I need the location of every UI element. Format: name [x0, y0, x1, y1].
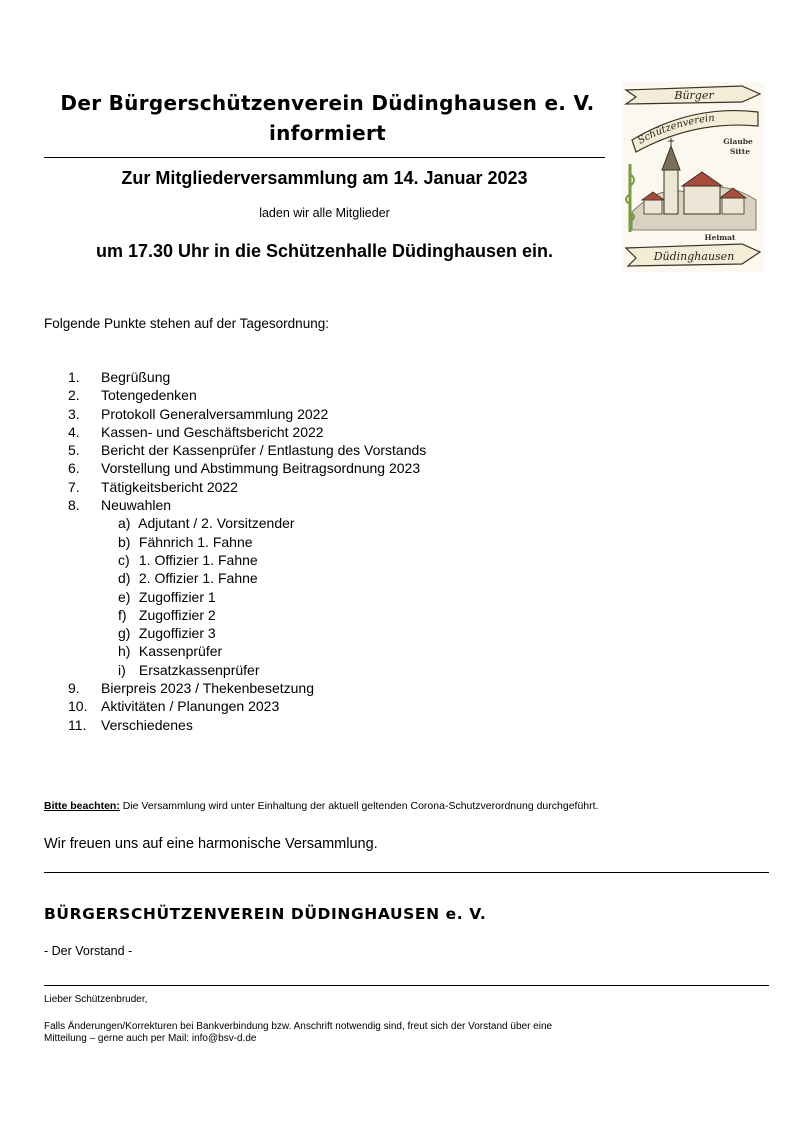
footer-line-1: Falls Änderungen/Korrekturen bei Bankverbindung bzw. Anschrift notwendig sind, freut sich der Vorstand über eine	[44, 1021, 553, 1032]
sublist-text: 1. Offizier 1. Fahne	[138, 551, 258, 568]
header-divider	[44, 157, 605, 158]
sublist-letter: d)	[118, 570, 131, 587]
sublist-letter: b)	[118, 533, 131, 550]
club-logo	[622, 82, 764, 272]
agenda-number: 2.	[68, 387, 80, 404]
logo-banner-top: Bürger	[674, 89, 714, 102]
agenda-text: Bericht der Kassenprüfer / Entlastung des Vorstands	[101, 442, 427, 459]
agenda-item	[68, 459, 426, 477]
footer-text	[44, 1021, 774, 1045]
agenda-text: Tätigkeitsbericht 2022	[101, 478, 238, 495]
election-sublist	[68, 514, 426, 679]
agenda-number: 1.	[68, 369, 80, 385]
sublist-letter: i)	[118, 661, 126, 678]
sublist-item	[118, 661, 426, 679]
agenda-number: 5.	[68, 442, 80, 459]
agenda-text: Bierpreis 2023 / Thekenbesetzung	[101, 680, 314, 697]
agenda-item	[68, 478, 426, 496]
agenda-number: 9.	[68, 680, 80, 697]
sublist-text: Ersatzkassenprüfer	[138, 661, 260, 678]
invite-line: laden wir alle Mitglieder	[259, 206, 390, 220]
agenda-number: 10.	[68, 698, 88, 715]
logo-banner-bottom: Düdinghausen	[653, 250, 735, 263]
agenda-item	[68, 716, 426, 734]
sublist-text: Fähnrich 1. Fahne	[138, 533, 253, 550]
sublist-item	[118, 624, 426, 642]
footer-greeting: Lieber Schützenbruder,	[44, 994, 148, 1005]
page-title	[40, 88, 615, 148]
agenda-item	[68, 441, 426, 459]
organization-name: BÜRGERSCHÜTZENVEREIN DÜDINGHAUSEN e. V.	[44, 905, 487, 923]
agenda-list	[68, 368, 426, 734]
agenda-number: 8.	[68, 497, 80, 514]
agenda-item	[68, 405, 426, 423]
sublist-letter: a)	[118, 515, 131, 532]
footer-line-2: Mitteilung – gerne auch per Mail: info@bsv-d.de	[44, 1033, 257, 1044]
agenda-item	[68, 368, 426, 386]
title-line-1: Der Bürgerschützenverein Düdinghausen e. V.	[60, 91, 595, 115]
agenda-text: Begrüßung	[101, 369, 171, 385]
sublist-item	[118, 551, 426, 569]
notice	[44, 800, 598, 812]
agenda-text: Kassen- und Geschäftsbericht 2022	[101, 423, 324, 440]
agenda-number: 3.	[68, 405, 80, 422]
sublist-item	[118, 514, 426, 532]
sublist-text: Adjutant / 2. Vorsitzender	[138, 515, 295, 532]
agenda-text: Neuwahlen	[101, 497, 172, 514]
notice-label: Bitte beachten:	[44, 800, 120, 812]
sublist-item	[118, 588, 426, 606]
agenda-text: Protokoll Generalversammlung 2022	[101, 405, 329, 422]
agenda-intro: Folgende Punkte stehen auf der Tagesordnung:	[44, 316, 329, 331]
board-signature: - Der Vorstand -	[44, 944, 133, 958]
agenda-item	[68, 697, 426, 715]
agenda-item	[68, 679, 426, 697]
sublist-item	[118, 569, 426, 587]
agenda-text: Vorstellung und Abstimmung Beitragsordnung 2023	[101, 460, 421, 477]
agenda-item	[68, 496, 426, 679]
signature-divider	[44, 872, 769, 873]
sublist-text: Zugoffizier 3	[138, 625, 216, 642]
sublist-letter: f)	[118, 606, 127, 623]
footer-divider	[44, 985, 769, 986]
agenda-number: 6.	[68, 460, 80, 477]
agenda-item	[68, 423, 426, 441]
sublist-letter: g)	[118, 625, 131, 642]
sublist-text: 2. Offizier 1. Fahne	[138, 570, 258, 587]
logo-motto-3: Heimat	[704, 233, 736, 242]
time-place-line: um 17.30 Uhr in die Schützenhalle Düdinghausen ein.	[95, 241, 554, 261]
title-line-2: informiert	[268, 121, 387, 145]
sublist-letter: c)	[118, 551, 130, 568]
sublist-letter: h)	[118, 643, 131, 660]
logo-motto-2: Sitte	[730, 147, 750, 156]
sublist-text: Zugoffizier 2	[138, 606, 216, 623]
agenda-text: Verschiedenes	[101, 716, 193, 733]
notice-text: Die Versammlung wird unter Einhaltung der aktuell geltenden Corona-Schutzverordnung durchgeführt.	[119, 800, 599, 812]
closing-line: Wir freuen uns auf eine harmonische Versammlung.	[44, 836, 378, 852]
sublist-text: Kassenprüfer	[138, 643, 223, 660]
sublist-letter: e)	[118, 588, 131, 605]
agenda-number: 11.	[68, 716, 87, 733]
sublist-item	[118, 533, 426, 551]
logo-banner-mid: Schützenverein	[636, 112, 716, 147]
agenda-number: 7.	[68, 478, 80, 495]
logo-motto-1: Glaube	[723, 137, 753, 146]
meeting-headline: Zur Mitgliederversammlung am 14. Januar 2023	[121, 168, 528, 188]
agenda-text: Totengedenken	[101, 387, 197, 404]
sublist-item	[118, 642, 426, 660]
agenda-item	[68, 386, 426, 404]
agenda-text: Aktivitäten / Planungen 2023	[101, 698, 280, 715]
sublist-text: Zugoffizier 1	[138, 588, 216, 605]
sublist-item	[118, 606, 426, 624]
agenda-number: 4.	[68, 423, 80, 440]
